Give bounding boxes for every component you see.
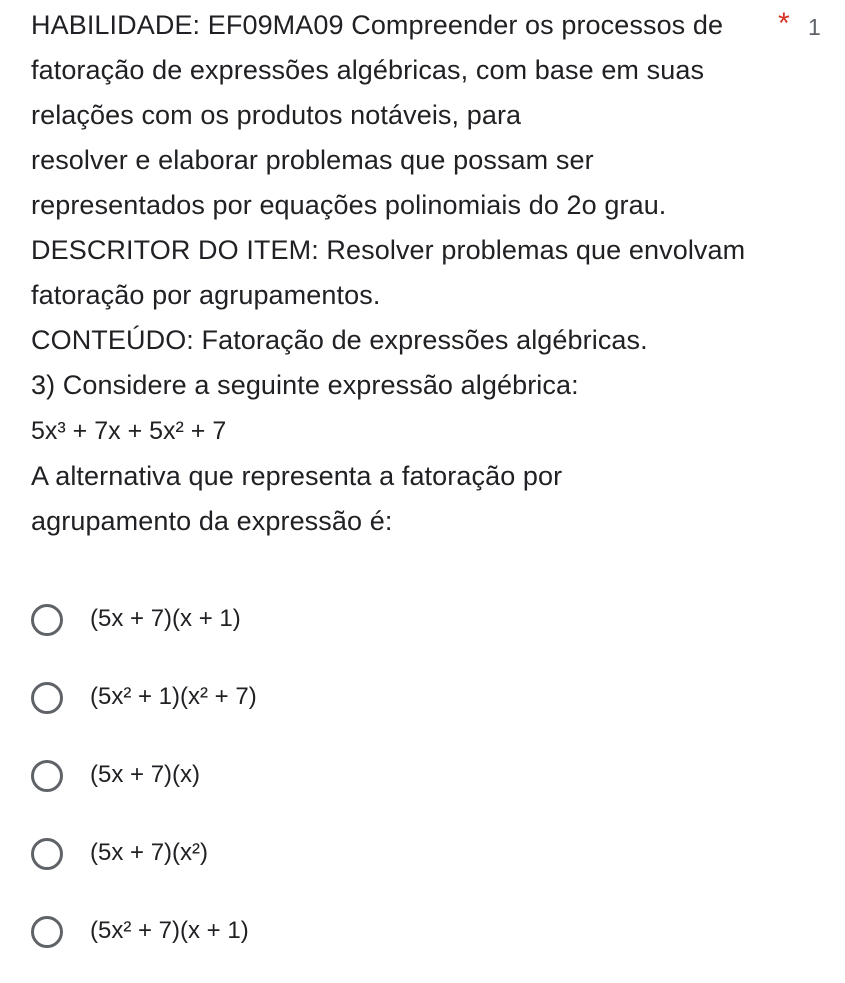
question-line-skill: HABILIDADE: EF09MA09 Compreender os processos de xyxy=(31,10,724,40)
answer-options xyxy=(31,590,811,980)
option-label[interactable]: (5x + 7)(x + 1) xyxy=(90,605,241,632)
radio-button-icon[interactable] xyxy=(31,916,63,948)
algebraic-expression: 5x³ + 7x + 5x² + 7 xyxy=(31,417,227,445)
question-block xyxy=(31,0,831,544)
option-4[interactable] xyxy=(31,824,811,902)
question-line-skill-5: representados por equações polinomiais do 2o grau. xyxy=(31,190,667,220)
question-line-content: CONTEÚDO: Fatoração de expressões algébricas. xyxy=(31,325,648,355)
option-1[interactable] xyxy=(31,590,811,668)
option-label[interactable]: (5x + 7)(x) xyxy=(90,761,201,788)
question-prompt-line-1: A alternativa que representa a fatoração por xyxy=(31,461,563,491)
question-points: 1 xyxy=(808,14,821,40)
question-line-skill-2: fatoração de expressões algébricas, com base em suas xyxy=(31,55,705,85)
radio-button-icon[interactable] xyxy=(31,760,63,792)
option-label[interactable]: (5x² + 7)(x + 1) xyxy=(90,917,249,944)
radio-button-icon[interactable] xyxy=(31,838,63,870)
radio-button-icon[interactable] xyxy=(31,682,63,714)
question-prompt-line-2: agrupamento da expressão é: xyxy=(31,506,393,536)
radio-button-icon[interactable] xyxy=(31,604,63,636)
option-label[interactable]: (5x² + 1)(x² + 7) xyxy=(90,683,257,710)
question-line-descriptor: DESCRITOR DO ITEM: Resolver problemas que envolvam xyxy=(31,235,746,265)
option-3[interactable] xyxy=(31,746,811,824)
question-line-skill-3: relações com os produtos notáveis, para xyxy=(31,100,522,130)
question-line-skill-4: resolver e elaborar problemas que possam ser xyxy=(31,145,594,175)
question-line-statement: 3) Considere a seguinte expressão algébrica: xyxy=(31,370,579,400)
question-line-descriptor-2: fatoração por agrupamentos. xyxy=(31,280,381,310)
option-label[interactable]: (5x + 7)(x²) xyxy=(90,839,209,866)
option-2[interactable] xyxy=(31,668,811,746)
option-5[interactable] xyxy=(31,902,811,980)
required-asterisk: * xyxy=(778,7,790,40)
